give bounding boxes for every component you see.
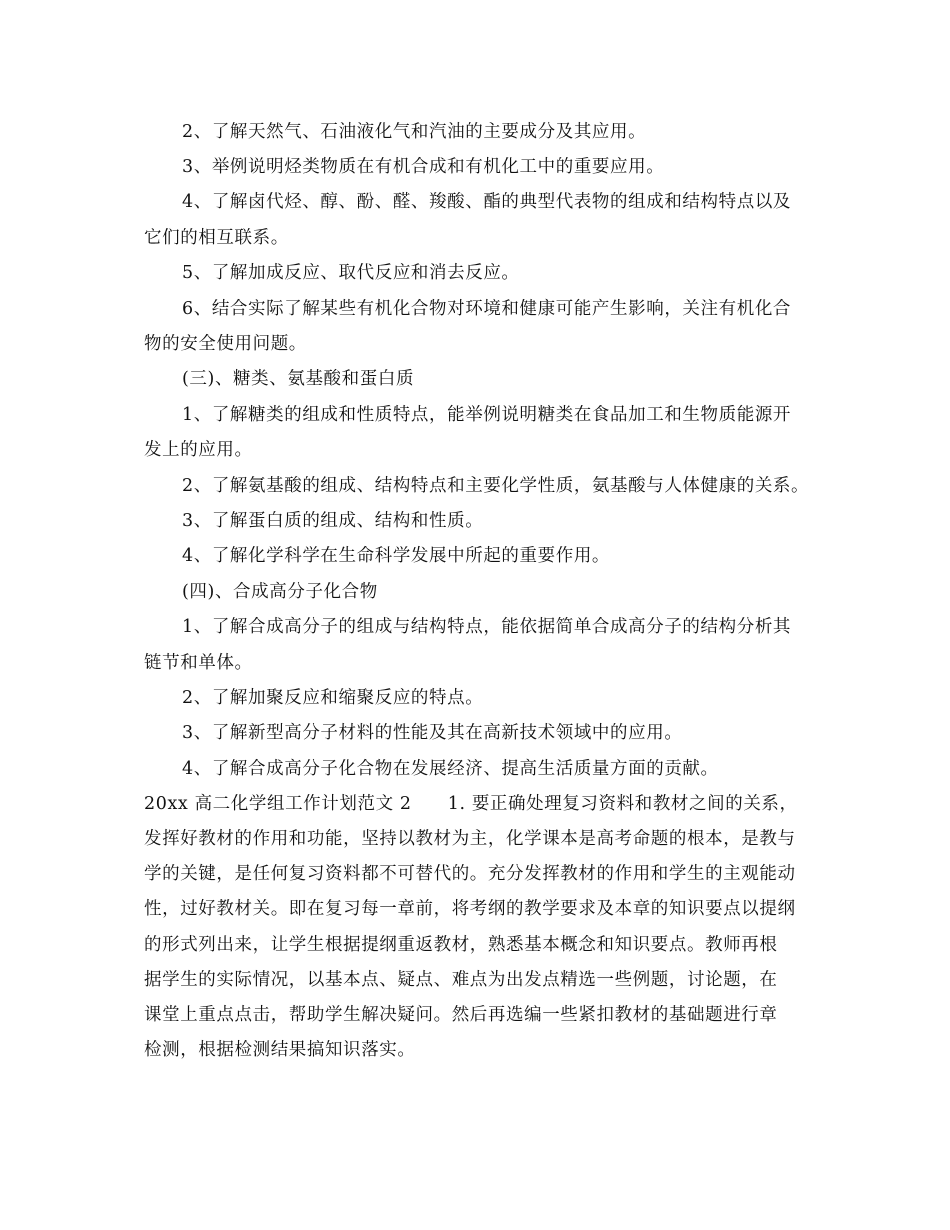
text-line: 课堂上重点点击，帮助学生解决疑问。然后再选编一些紧扣教材的基础题进行章 xyxy=(144,1005,778,1025)
text-line: 6、结合实际了解某些有机化合物对环境和健康可能产生影响，关注有机化合 xyxy=(182,299,792,319)
text-line: 物的安全使用问题。 xyxy=(144,334,307,354)
text-line: 发上的应用。 xyxy=(144,440,253,460)
text-line: 据学生的实际情况，以基本点、疑点、难点为出发点精选一些例题，讨论题，在 xyxy=(144,970,778,990)
text-line: 20xx 高二化学组工作计划范文 2 1. 要正确处理复习资料和教材之间的关系， xyxy=(144,794,798,814)
text-line: 1、了解糖类的组成和性质特点，能举例说明糖类在食品加工和生物质能源开 xyxy=(182,405,792,425)
text-line: 3、举例说明烃类物质在有机合成和有机化工中的重要应用。 xyxy=(182,157,665,177)
text-line: 2、了解天然气、石油液化气和汽油的主要成分及其应用。 xyxy=(182,122,647,142)
text-line: 的形式列出来，让学生根据提纲重返教材，熟悉基本概念和知识要点。教师再根 xyxy=(144,935,778,955)
text-line: 性，过好教材关。即在复习每一章前，将考纲的教学要求及本章的知识要点以提纲 xyxy=(144,899,796,919)
text-line: 5、了解加成反应、取代反应和消去反应。 xyxy=(182,263,520,283)
text-line: 4、了解合成高分子化合物在发展经济、提高生活质量方面的贡献。 xyxy=(182,759,719,779)
text-line: 链节和单体。 xyxy=(144,653,253,673)
text-line: 4、了解卤代烃、醇、酚、醛、羧酸、酯的典型代表物的组成和结构特点以及 xyxy=(182,192,792,212)
text-line: 3、了解蛋白质的组成、结构和性质。 xyxy=(182,511,484,531)
section-heading: (三)、糖类、氨基酸和蛋白质 xyxy=(182,369,415,389)
text-line: 2、了解氨基酸的组成、结构特点和主要化学性质，氨基酸与人体健康的关系。 xyxy=(182,476,810,496)
text-line: 它们的相互联系。 xyxy=(144,228,289,248)
text-line: 3、了解新型高分子材料的性能及其在高新技术领域中的应用。 xyxy=(182,723,683,743)
text-line: 检测，根据检测结果搞知识落实。 xyxy=(144,1040,416,1060)
text-line: 1、了解合成高分子的组成与结构特点，能依据简单合成高分子的结构分析其 xyxy=(182,617,792,637)
section-heading: (四)、合成高分子化合物 xyxy=(182,582,378,602)
text-line: 2、了解加聚反应和缩聚反应的特点。 xyxy=(182,688,484,708)
text-line: 4、了解化学科学在生命科学发展中所起的重要作用。 xyxy=(182,546,611,566)
text-line: 发挥好教材的作用和功能，坚持以教材为主，化学课本是高考命题的根本，是教与 xyxy=(144,829,796,849)
text-line: 学的关键，是任何复习资料都不可替代的。充分发挥教材的作用和学生的主观能动 xyxy=(144,864,796,884)
